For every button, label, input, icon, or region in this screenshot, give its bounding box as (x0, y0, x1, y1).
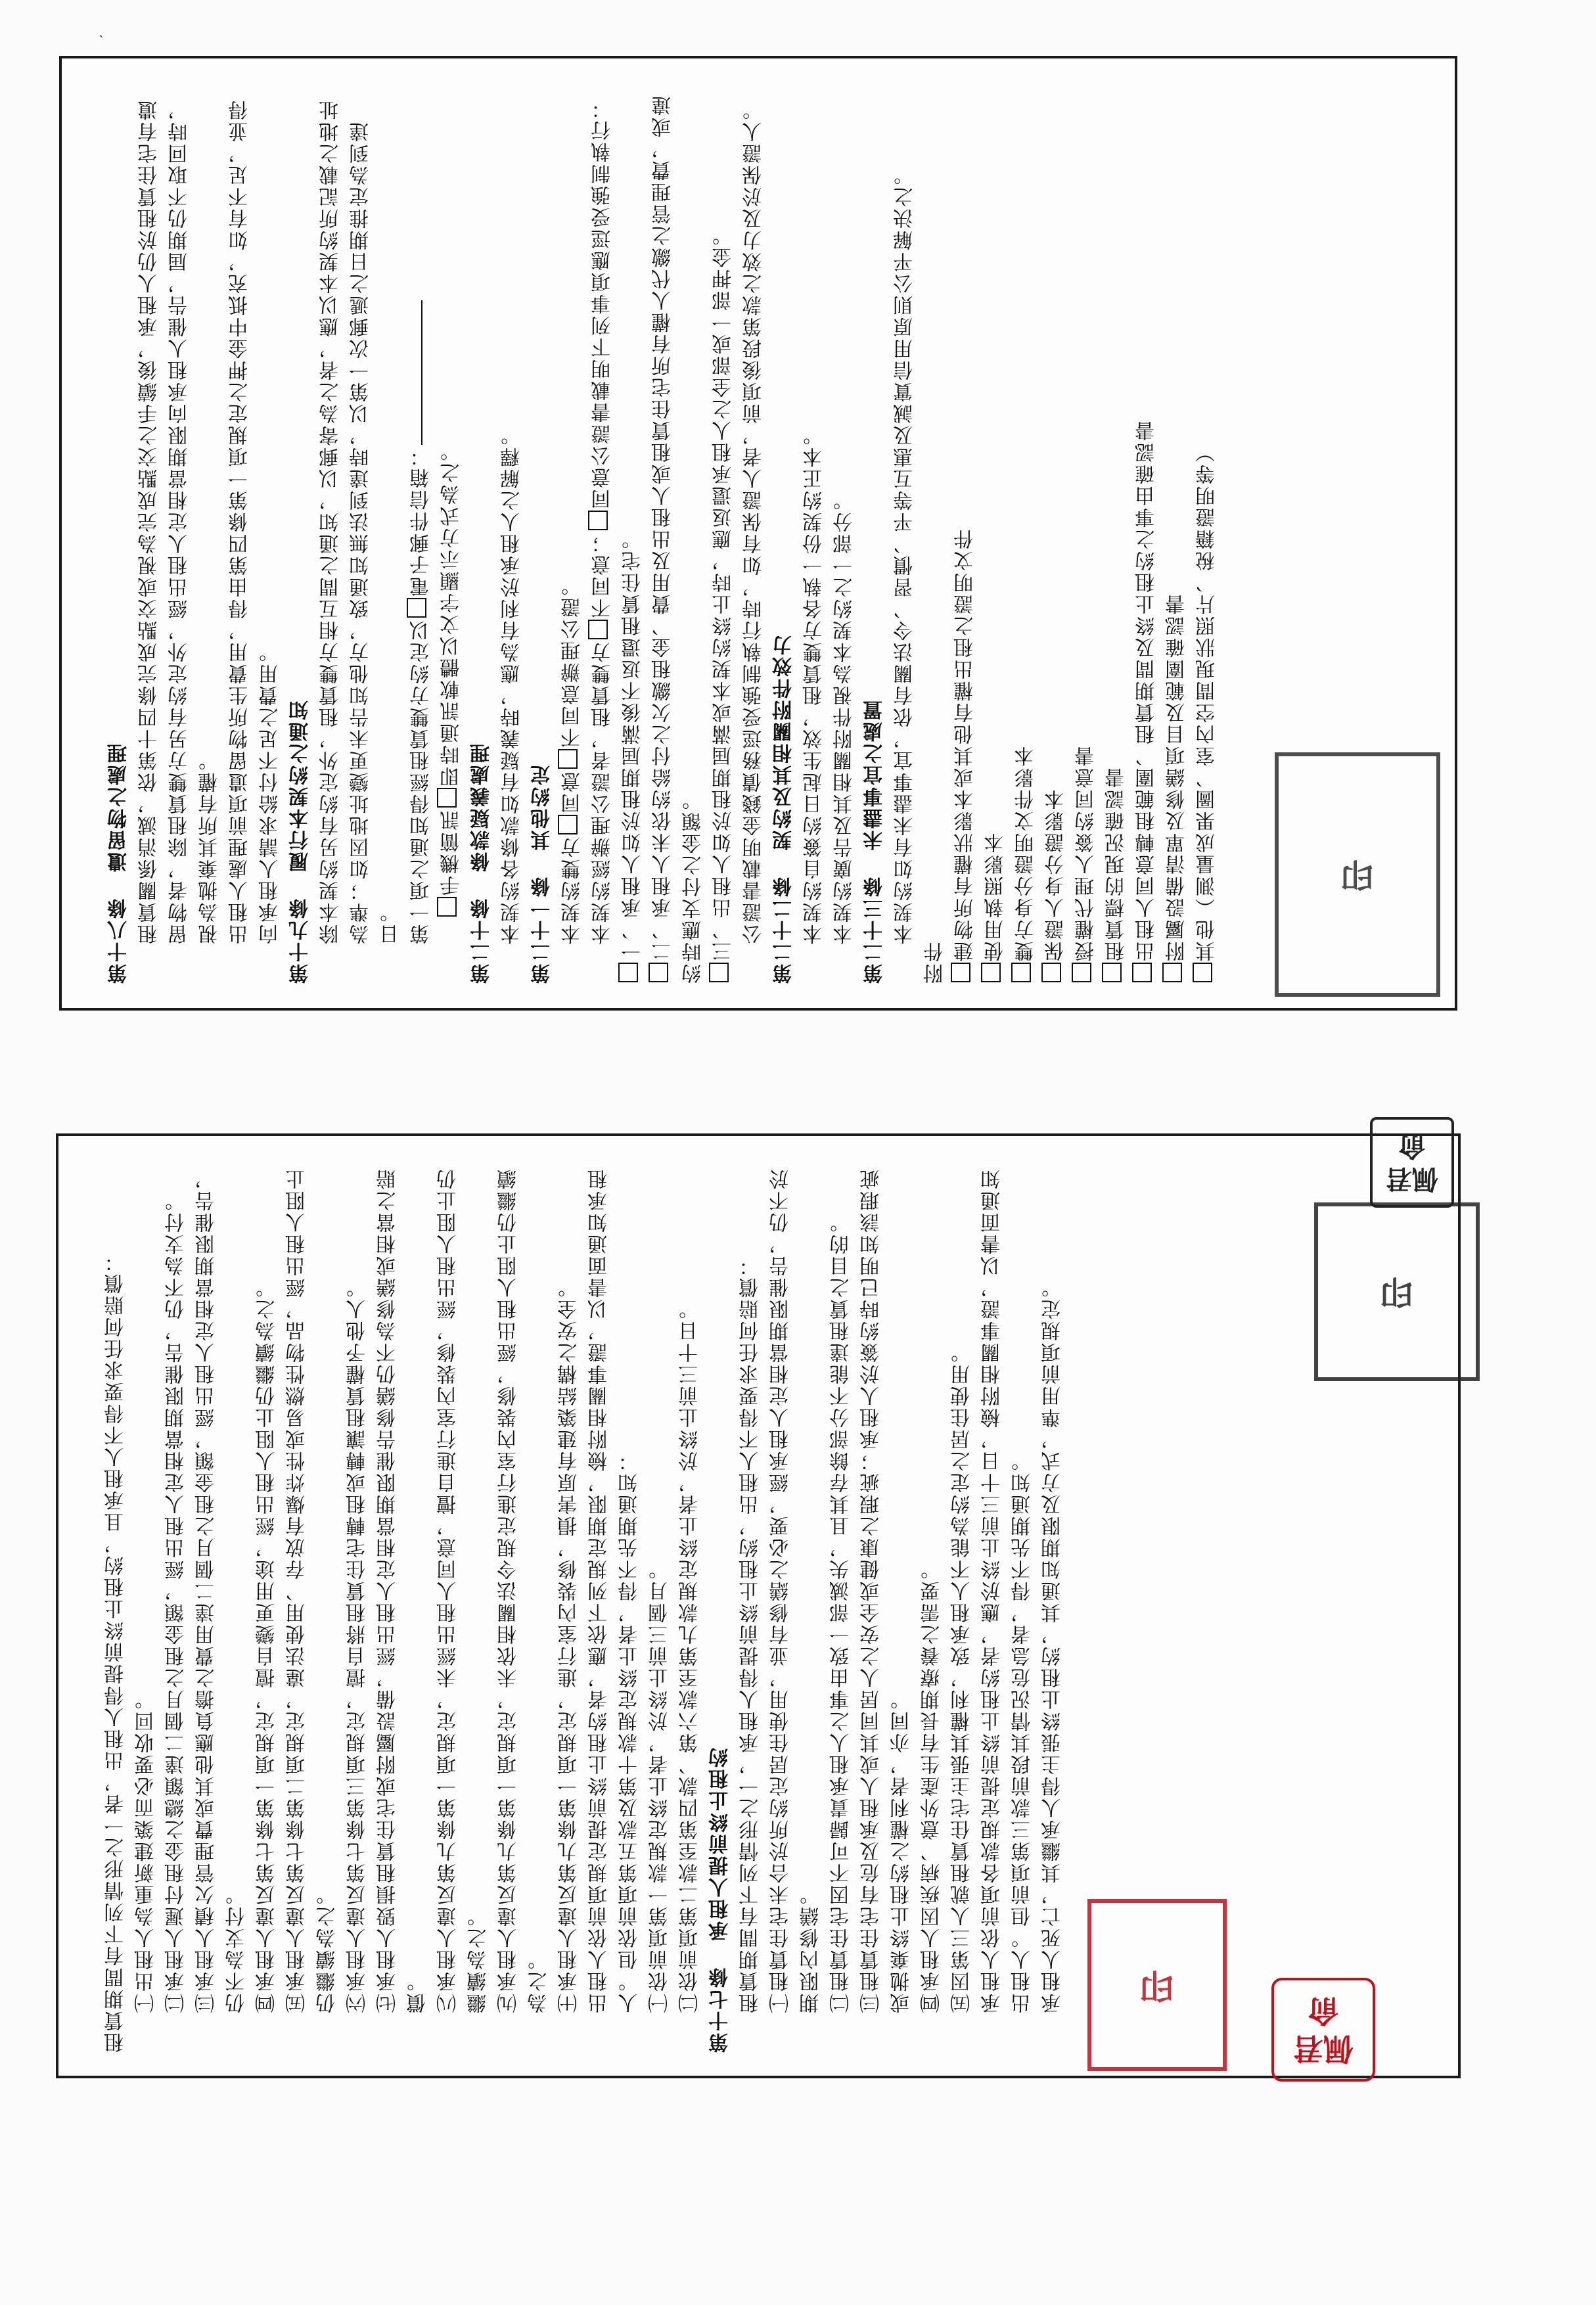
email-option: 電子郵件信箱： (410, 444, 433, 597)
red-name-seal: 佩君 俞 (1271, 1978, 1375, 2082)
attachments-title: 附件 (924, 940, 947, 984)
item-3-text: 三、出租人如於租期屆滿或本契約終止時，應返還承租人之全部或一部押金。 (712, 223, 735, 961)
attachment-9-checkbox[interactable] (1193, 963, 1212, 982)
notary-yes-checkbox[interactable] (558, 815, 578, 834)
black-seal-stamp-middle: 印 (1314, 1202, 1480, 1381)
landlord-reason-3: ㈢承租人積欠管理費或其他應負擔之費用達二個月之租金額，經出租人定相當期限催告，仍不為支付。 (195, 1168, 248, 2013)
tenant-reason-5: ㈤因第三人就租賃住宅主張其權利，致承租人不能為約定之居住使用。 (951, 1341, 974, 2013)
attachment-2-text: 使用執照影本 (984, 831, 1007, 961)
article-21-item-1 (618, 83, 649, 984)
article-17-intro: 租賃期間有下列情形之一，承租人得提前終止租約，出租人不得要求任何賠償： (739, 1254, 762, 2013)
attachment-4 (1041, 83, 1072, 984)
attachment-7-checkbox[interactable] (1132, 963, 1152, 982)
notary-yes: 同意 (561, 769, 584, 813)
landlord-reason-9: ㈨承租人違反第九條第一項規定，未依相關法令規定進行室內裝修，經出租人阻止仍繼續為之。 (497, 1168, 551, 2013)
black-name-seal: 佩君 俞 (1370, 1117, 1454, 1208)
enforce-yes: 同意公證書載明下列事項應逕受強制執行： (591, 97, 614, 509)
attachment-8 (1162, 83, 1193, 984)
landlord-reason-4: ㈣承租人違反第七條第一項規定，擅自變更用途，經出租人阻止仍繼續為之。 (256, 1276, 279, 2013)
tenant-reason-1: ㈠租賃住宅未合於所約定居住使用，並有修繕之必要，經承租人定相當期限催告，仍不於期限內修繕。 (769, 1168, 823, 2013)
landlord-reason-8: ㈧承租人違反第九條第一項規定，未經出租人同意，擅自進行室內裝修，經出租人阻止仍繼續為之。 (437, 1168, 490, 2013)
contract-page-top (59, 56, 1457, 1011)
article-20-para-1: 本契約各條款如有疑義時，應為有利於承租人之解釋。 (501, 423, 524, 944)
article-21-para-3: 公證書載明金錢債務逕受強制執行時，如有保證人者，前項後段第款之效力及於保證人。 (742, 98, 765, 944)
article-17-notice: 承租人依前項各款規定提前終止租約者，應於終止前三十日，檢附相關事證，以書面通知出租人。但前項第三款前段其情況危急者，得不先期通知。 (981, 1168, 1034, 2013)
attachment-1-text: 建物所有權狀影本或其他有權出租之證明文件 (954, 527, 977, 961)
scan-mark: ˎ (99, 20, 104, 38)
attachment-5-text: 授權代理人簽約同意書 (1075, 744, 1098, 961)
attachment-7-text: 出租人同意轉租範圍、租賃期間及終止租約之事由確認書 (1135, 419, 1158, 961)
tenant-reason-4: ㈣承租人因疾病、意外產生有長期療養之需要。 (921, 1558, 944, 2013)
article-18-para-2: 出租人處理前項遺留物所生費用，得由第四條第一項規定之押金中抵充，如有不足，並得向承租人請求給付不足之費用。 (229, 98, 282, 944)
attachment-2-checkbox[interactable] (981, 963, 1001, 982)
email-checkbox[interactable] (407, 598, 426, 618)
article-17-title: 第十七條 承租人提前終止租約 (709, 1746, 732, 2053)
black-seal-stamp-top: 印 (1275, 752, 1440, 997)
article-23-para-1: 本契約如有未盡事宜，依有關法令、習慣、平等互惠及誠實信用原則公平解決之。 (894, 163, 917, 944)
attachment-5 (1072, 83, 1102, 984)
attachment-3-checkbox[interactable] (1011, 963, 1031, 982)
attachment-1-checkbox[interactable] (951, 963, 970, 982)
enforce-yes-checkbox[interactable] (588, 511, 608, 530)
attachment-5-checkbox[interactable] (1072, 963, 1091, 982)
article-21-title: 第二十一條 其他約定 (531, 763, 554, 984)
landlord-reason-10: ㈩承租人違反第九條第一項規定，進行室內裝修，損害原有建築結構之安全。 (558, 1276, 581, 2013)
article-23-title: 第二十三條 未盡事宜之處置 (863, 698, 886, 984)
item-2-checkbox[interactable] (649, 963, 668, 982)
sms-option: 手機簡訊 (440, 808, 463, 896)
contract-page-bottom (56, 1133, 1461, 2078)
sms-checkbox[interactable] (437, 897, 457, 917)
attachment-8-text: 附屬設備清單及修繕項目及範圍確認書 (1166, 592, 1189, 961)
article-19-para-2 (407, 83, 437, 984)
article-21-item-3 (709, 83, 739, 984)
item-3-checkbox[interactable] (709, 963, 729, 982)
notice-period-1: ㈠依前項第一款規定終止者，於終止前三個月。 (649, 1558, 672, 2013)
attachment-6-text: 租賃標的現況確認書 (1105, 765, 1128, 961)
article-19-para-3 (437, 83, 467, 984)
attachment-9-text: 其他（測量成果圖、室內空間現狀照片、稅籍證明等） (1196, 440, 1219, 961)
tenant-reason-3: ㈢租賃住宅有危及承租人或其同居人之安全或健康之瑕疵；承租人於簽約時已明知該瑕疵或拋棄終止租約之權利者，亦同。 (860, 1168, 913, 2013)
article-19-para-2-lead: 第一項之通知得經租賃雙方約定以 (410, 618, 433, 944)
item-2-text: 二、承租人未依約給付之欠繳租金、費用及出租人或租賃住宅所有權人代繳之管理費，或違約時應支付之金額。 (652, 93, 705, 984)
attachment-1 (951, 83, 981, 984)
article-21-notary-lead: 本契約雙方 (561, 835, 584, 944)
tenant-reason-2: ㈡租賃住宅因不可歸責承租人之事由致一部滅失，且其存餘部分不能達租賃之目的。 (830, 1211, 853, 2013)
article-22-para-2: 本契約廣告及其相關附件視為本契約之一部分。 (833, 488, 856, 944)
attachment-8-checkbox[interactable] (1162, 963, 1182, 982)
enforce-no: 不同意； (591, 531, 614, 618)
article-19-para-1: 除本契約另有約定外，租賃雙方相互間之通知，以郵寄為之者，應以本契約所記載之地址為準；如因地址變更未告知他方，致通知無法到達時，以第一次郵遞之日期推定為到達日。 (319, 98, 403, 944)
red-seal-stamp: 印 (1087, 1899, 1227, 2071)
article-21-item-2 (649, 83, 709, 984)
landlord-reason-2: ㈡承租人遲付租金之總額達二個月之租金額，經出租人定相當期限催告，仍不為支付。 (165, 1189, 188, 2013)
attachment-3-text: 雙方身分證明文件影本 (1015, 744, 1037, 961)
notary-no: 不同意 (561, 682, 584, 748)
landlord-reason-5: ㈤承租人違反第七條第二項規定，違法使用、存放有爆炸性或易燃性物品，經出租人阻止仍繼續為之。 (286, 1168, 339, 2013)
notary-no-checkbox[interactable] (558, 749, 578, 769)
attachment-6-checkbox[interactable] (1102, 963, 1122, 982)
notice-period-2: ㈡依前項第二款至第四款、第六款至第九款規定終止者，於終止前三十日。 (679, 1298, 702, 2013)
landlord-reason-7: ㈦承租人毀損租賃住宅或附屬設備，經出租人定相當期限催告修繕仍不為修繕或相當之賠償。 (376, 1168, 430, 2013)
article-19-title: 第十九條 履行本契約之通知 (289, 698, 312, 984)
page-text-top (104, 83, 1412, 984)
im-checkbox[interactable] (437, 788, 457, 808)
landlord-reason-1: ㈠出租人為重新建築而必要收回。 (135, 1688, 158, 2013)
item-1-checkbox[interactable] (618, 963, 638, 982)
landlord-reason-6: ㈥承租人違反第七條第三項規定，擅自將租賃住宅轉租或轉讓租賃權予他人。 (346, 1276, 369, 2013)
attachment-7 (1132, 83, 1162, 984)
article-22-para-1: 本契約自簽約日起生效，租賃雙方各執一份契約正本。 (803, 423, 826, 944)
article-20-title: 第二十條 條款疑義處理 (470, 741, 493, 984)
article-21-para-2 (588, 83, 618, 984)
im-option: 即時通訊軟體以文字顯示方式為之。 (440, 439, 463, 787)
termination-intro: 租賃期間有下列情形之一者，出租人得提前終止租約，且承租人不得要求任何賠償： (104, 1250, 127, 2053)
attachment-6 (1102, 83, 1132, 984)
article-18-para-1: 租賃關係消滅，依第十四條完成點交或視為完成點交之手續後，承租人仍於租賃住宅有遺留物者，除租賃雙方另有約定外，經出租人定相當期限向承租人催告，屆期仍不取回時，視為拋棄其所有權。 (138, 98, 221, 944)
item-1-text: 一、承租人如於租期屆滿後不返還租賃住宅。 (622, 527, 645, 961)
article-22-title: 第二十二條 契約及其相關附件效力 (773, 633, 796, 984)
article-21-enforce-lead: 本契約經辦理公證者，租賃雙方 (591, 640, 614, 944)
article-21-para-1 (558, 83, 588, 984)
article-18-title: 第十八條 遺留物之處理 (108, 741, 131, 984)
email-blank-line (421, 300, 422, 445)
notice-rule: 出租人依前項規定提前終止租約者，應依下列規定期限，檢附相關事證，以書面通知承租人。但依前項第五款及第十款規定終止者，得不先期通知： (588, 1168, 641, 2013)
attachment-9 (1193, 83, 1223, 984)
enforce-no-checkbox[interactable] (588, 620, 608, 639)
attachment-3 (1011, 83, 1041, 984)
attachment-2 (981, 83, 1011, 984)
article-21-notary-end: 辦理公證。 (561, 574, 584, 683)
article-17-heir: 承租人死亡，其繼承人得主張終止租約，其通知期限及方式，準用前項規定。 (1041, 1276, 1064, 2013)
attachment-4-checkbox[interactable] (1041, 963, 1061, 982)
attachment-4-text: 保證人身分證影本 (1045, 787, 1068, 961)
